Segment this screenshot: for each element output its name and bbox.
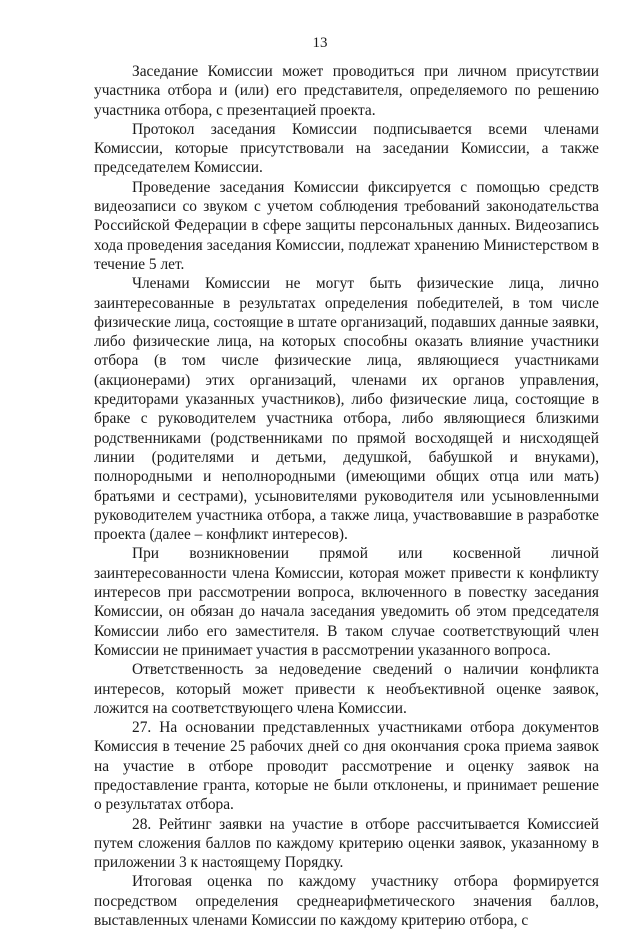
document-body	[94, 62, 599, 930]
paragraph: 28. Рейтинг заявки на участие в отборе рассчитывается Комиссией путем сложения баллов по каждому критерию оценки заявок, указанному в приложении 3 к настоящему Порядку.	[94, 815, 599, 872]
paragraph: Членами Комиссии не могут быть физические лица, лично заинтересованные в результатах определения победителей, в том числе физические лица, состоящие в штате организаций, подавших данные заявки, либо физические лица, на которых способны оказать влияние участники отбора (в том числе физические лица, являющиеся участниками (акционерами) этих организаций, членами их органов управления, кредиторами указанных участников), либо физические лица, состоящие в браке с руководителем участника отбора, либо являющиеся близкими родственниками (родственниками по прямой восходящей и нисходящей линии (родителями и детьми, дедушкой, бабушкой и внуками), полнородными и неполнородными (имеющими общих отца или мать) братьями и сестрами), усыновителями руководителя или усыновленными руководителем участника отбора, а также лица, участвовавшие в разработке проекта (далее – конфликт интересов).	[94, 275, 599, 544]
paragraph: При возникновении прямой или косвенной личной заинтересованности члена Комиссии, которая может привести к конфликту интересов при рассмотрении вопроса, включенного в повестку заседания Комиссии, он обязан до начала заседания уведомить об этом председателя Комиссии либо его заместителя. В таком случае соответствующий член Комиссии не принимает участия в рассмотрении указанного вопроса.	[94, 545, 599, 659]
page-number: 13	[312, 35, 328, 51]
paragraph: Заседание Комиссии может проводиться при личном присутствии участника отбора и (или) его представителя, определяемого по решению участника отбора, с презентацией проекта.	[94, 63, 599, 119]
paragraph: Итоговая оценка по каждому участнику отбора формируется посредством определения среднеарифметического значения баллов, выставленных членами Комиссии по каждому критерию отбора, с	[94, 873, 599, 930]
paragraph: Протокол заседания Комиссии подписывается всеми членами Комиссии, которые присутствовали на заседании Комиссии, а также председателем Комиссии.	[94, 120, 599, 177]
paragraph: Ответственность за недоведение сведений о наличии конфликта интересов, который может привести к необъективной оценке заявок, ложится на соответствующего члена Комиссии.	[94, 661, 599, 717]
paragraph: Проведение заседания Комиссии фиксируется с помощью средств видеозаписи со звуком с учетом соблюдения требований законодательства Российской Федерации в сфере защиты персональных данных. Видеозапись хода проведения заседания Комиссии, подлежат хранению Министерством в течение 5 лет.	[94, 178, 599, 273]
paragraph: 27. На основании представленных участниками отбора документов Комиссия в течение 25 рабочих дней со дня окончания срока приема заявок на участие в отборе проводит рассмотрение и оценку заявок на предоставление гранта, которые не были отклонены, и принимает решение о результатах отбора.	[94, 719, 599, 814]
